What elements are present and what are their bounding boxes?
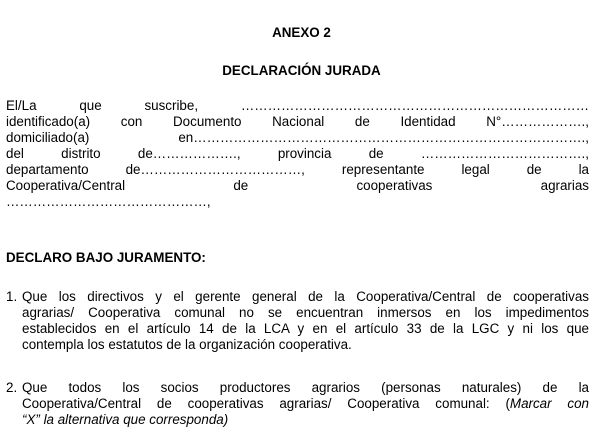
- item-line-italic: Marcar con: [509, 396, 589, 411]
- declaro-heading: DECLARO BAJO JURAMENTO:: [6, 250, 206, 265]
- declarant-info-paragraph: [6, 98, 589, 210]
- item-line: agrarias/ Cooperativa comunal no se encuentran inmersos en los impedimentos: [22, 305, 589, 320]
- item-line-normal: Cooperativa/Central de cooperativas agrarias/ Cooperativa comunal: (: [22, 396, 510, 411]
- declaration-title: DECLARACIÓN JURADA: [222, 63, 381, 78]
- item-number: 2.: [6, 380, 18, 395]
- anexo-title: ANEXO 2: [272, 25, 331, 40]
- item-text: [22, 289, 589, 353]
- item-line: establecidos en el artículo 14 de la LCA y en el artículo 33 de la LGC y ni los que: [22, 321, 589, 336]
- item-line-italic: “X” la alternativa que corresponda): [22, 412, 229, 427]
- intro-line-cooperative-name: ………………………………………,: [6, 194, 211, 209]
- intro-line-domicile: domiciliado(a) en…………………………………………………………………………….,: [6, 130, 589, 145]
- item-line: contempla los estatutos de la organización cooperativa.: [22, 337, 352, 352]
- item-line: [22, 396, 589, 412]
- intro-line-dni: identificado(a) con Documento Nacional de Identidad N°……………….,: [6, 114, 589, 129]
- item-line: Que los directivos y el gerente general de la Cooperativa/Central de cooperativas: [22, 289, 589, 304]
- item-line: Que todos los socios productores agrarios (personas naturales) de la: [22, 380, 589, 395]
- item-text: [22, 380, 589, 428]
- intro-line-cooperative: Cooperativa/Central de cooperativas agrarias: [6, 178, 589, 193]
- intro-line-department: departamento de………………………………, representante legal de la: [6, 162, 589, 177]
- intro-line-district: del distrito de………………., provincia de ……………………………….,: [6, 146, 589, 161]
- intro-line-name: El/La que suscribe, ……………………………………………………………………: [6, 98, 589, 113]
- item-number: 1.: [6, 289, 18, 304]
